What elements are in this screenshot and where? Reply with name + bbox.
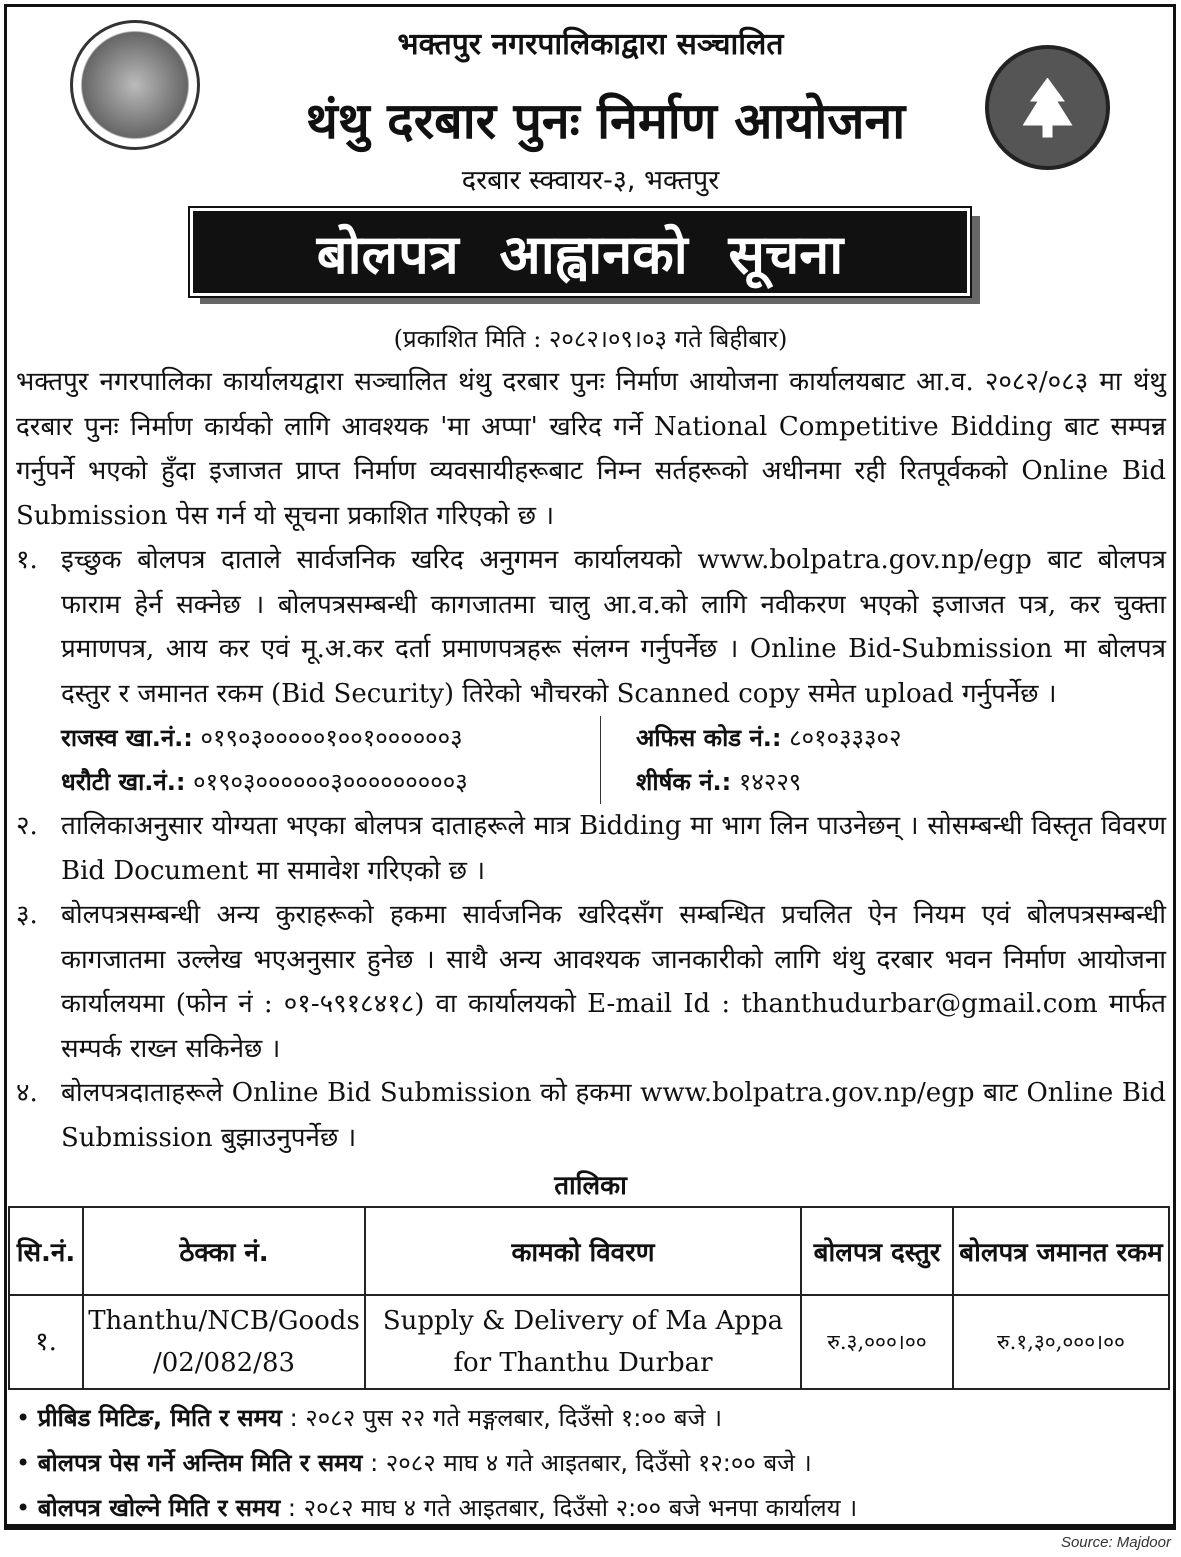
office-value: ८०१०३३३०२ — [789, 724, 902, 752]
schedule-list — [16, 1396, 857, 1531]
schedule-value: : २०८२ माघ ४ गते आइतबार, दिउँसो १२:०० बजे । — [370, 1449, 812, 1477]
schedule-item: • प्रीबिड मिटिङ, मिति र समय : २०८२ पुस २२ गते मङ्गलबार, दिउँसो १:०० बजे । — [16, 1404, 723, 1432]
col-header: कामको विवरण — [365, 1207, 801, 1295]
revenue-row — [61, 716, 600, 760]
heading-value: १४२२९ — [738, 768, 802, 796]
project-name: थंथु दरबार पुनः निर्माण आयोजना — [305, 92, 906, 150]
cell: १. — [9, 1295, 83, 1389]
item-text: इच्छुक बोलपत्र दाताले सार्वजनिक खरिद अनुगमन कार्यालयको www.bolpatra.gov.np/egp बाट बोलपत्र फाराम हेर्न सक्नेछ । बोलपत्रसम्बन्धी कागजातमा चालु आ.व.को लागि नवीकरण भएको इजाजत पत्र, कर चुक्ता प्रमाणपत्र, आय कर एवं मू.अ.कर दर्ता प्रमाणपत्रहरू संलग्न गर्नुपर्नेछ । Online Bid-Submission मा बोलपत्र दस्तुर र जमानत रकम (Bid Security) तिरेको भौचरको Scanned copy समेत upload गर्नुपर्नेछ । — [61, 545, 1166, 709]
cell: Thanthu/NCB/Goods /02/082/83 — [83, 1295, 365, 1389]
notice-body — [16, 360, 1166, 1160]
notice-title: बोलपत्र आह्वानको सूचना — [190, 208, 970, 296]
revenue-label: राजस्व खा.नं.: — [61, 724, 193, 752]
col-header: सि.नं. — [9, 1207, 83, 1295]
heading-label: शीर्षक नं.: — [636, 768, 732, 796]
list-item — [16, 893, 1166, 1071]
table-caption: तालिका — [554, 1171, 627, 1201]
schedule-label: बोलपत्र खोल्ने मिति र समय — [37, 1494, 281, 1522]
col-header: बोलपत्र दस्तुर — [801, 1207, 953, 1295]
item-number: १. — [16, 545, 38, 575]
schedule-value: : २०८२ पुस २२ गते मङ्गलबार, दिउँसो १:०० बजे । — [289, 1404, 723, 1432]
item-text: तालिकाअनुसार योग्यता भएका बोलपत्र दाताहरूले मात्र Bidding मा भाग लिन पाउनेछन् । सोसम्बन्धी विस्तृत विवरण Bid Document मा समावेश गरिएको छ । — [61, 811, 1166, 886]
table-header-row — [9, 1207, 1169, 1295]
office-label: अफिस कोड नं.: — [636, 724, 782, 752]
office-row — [636, 716, 901, 760]
item-text: बोलपत्रदाताहरूले Online Bid Submission को हकमा www.bolpatra.gov.np/egp बाट Online Bid Submission बुझाउनुपर्नेछ । — [61, 1078, 1166, 1153]
table-row — [9, 1295, 1169, 1389]
item-text: बोलपत्रसम्बन्धी अन्य कुराहरूको हकमा सार्वजनिक खरिदसँग सम्बन्धित प्रचलित ऐन नियम एवं बोलपत्रसम्बन्धी कागजातमा उल्लेख भएअनुसार हुनेछ । साथै अन्य आवश्यक जानकारीको लागि थंथु दरबार भवन निर्माण आयोजना कार्यालयमा (फोन नं : ०१-५९१८४१८) वा कार्यालयको E-mail Id : thanthudurbar@gmail.com मार्फत सम्पर्क राख्न सकिनेछ । — [61, 900, 1166, 1064]
schedule-item: • बोलपत्र खोल्ने मिति र समय : २०८२ माघ ४ गते आइतबार, दिउँसो २:०० बजे भनपा कार्यालय । — [16, 1494, 858, 1522]
cell: रु.१,३०,०००।०० — [953, 1295, 1169, 1389]
bid-table — [8, 1206, 1170, 1390]
schedule-label: प्रीबिड मिटिङ, मिति र समय — [37, 1404, 282, 1432]
org-name: भक्तपुर नगरपालिकाद्वारा सञ्चालित — [397, 27, 784, 62]
col-header: बोलपत्र जमानत रकम — [953, 1207, 1169, 1295]
heading-row — [636, 760, 901, 804]
revenue-value: ०१९०३०००००१००१००००००३ — [200, 724, 463, 752]
codes-left — [61, 716, 601, 804]
deposit-row — [61, 760, 600, 804]
item-number: ४. — [16, 1078, 38, 1108]
deposit-value: ०१९०३००००००३०००००००००३ — [193, 768, 468, 796]
item-number: ३. — [16, 900, 38, 930]
item-number: २. — [16, 811, 38, 841]
schedule-label: बोलपत्र पेस गर्ने अन्तिम मिति र समय — [37, 1449, 363, 1477]
codes-right — [601, 716, 901, 804]
source-credit: Source: Majdoor — [1060, 1534, 1171, 1551]
list-item — [16, 1071, 1166, 1160]
deposit-label: धरौटी खा.नं.: — [61, 768, 186, 796]
account-codes — [61, 716, 1166, 804]
intro-paragraph: भक्तपुर नगरपालिका कार्यालयद्वारा सञ्चालित थंथु दरबार पुनः निर्माण आयोजना कार्यालयबाट आ.व. २०८२/०८३ मा थंथु दरबार पुनः निर्माण कार्यको लागि आवश्यक 'मा अप्पा' खरिद गर्ने National Competitive Bidding बाट सम्पन्न गर्नुपर्ने भएको हुँदा इजाजत प्राप्त निर्माण व्यवसायीहरूबाट निम्न सर्तहरूको अधीनमा रही रितपूर्वकको Online Bid Submission पेस गर्न यो सूचना प्रकाशित गरिएको छ । — [16, 367, 1166, 531]
schedule-item: • बोलपत्र पेस गर्ने अन्तिम मिति र समय : २०८२ माघ ४ गते आइतबार, दिउँसो १२:०० बजे । — [16, 1449, 812, 1477]
cell: रु.३,०००।०० — [801, 1295, 953, 1389]
schedule-value: : २०८२ माघ ४ गते आइतबार, दिउँसो २:०० बजे भनपा कार्यालय । — [287, 1494, 858, 1522]
list-item — [16, 804, 1166, 893]
published-date: (प्रकाशित मिति : २०८२।०९।०३ गते बिहीबार) — [393, 325, 788, 353]
cell: Supply & Delivery of Ma Appa for Thanthu Durbar — [365, 1295, 801, 1389]
col-header: ठेक्का नं. — [83, 1207, 365, 1295]
list-item — [16, 538, 1166, 716]
address: दरबार स्क्वायर-३, भक्तपुर — [461, 165, 720, 196]
